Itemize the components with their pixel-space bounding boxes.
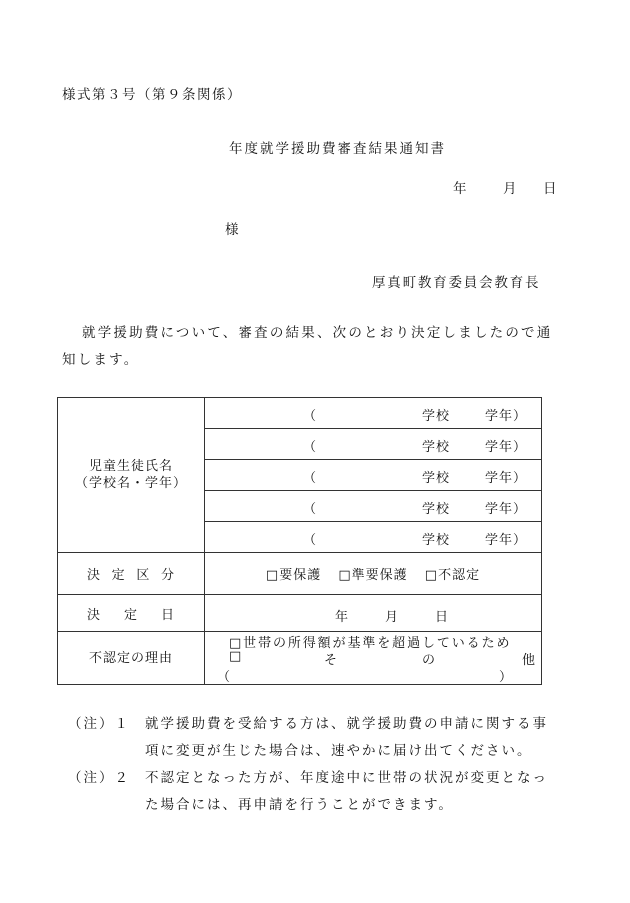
note-item xyxy=(68,712,588,739)
note-label: （注）１ xyxy=(68,716,130,732)
result-table xyxy=(57,397,542,685)
decision-label-char: 区 xyxy=(136,568,151,583)
document-title: 年度就学援助費審査結果通知書 xyxy=(229,141,446,157)
reason-label: 不認定の理由 xyxy=(88,650,173,666)
issue-date xyxy=(453,177,557,197)
student-entry xyxy=(205,429,542,460)
note-label: （注）２ xyxy=(68,770,130,786)
student-entry xyxy=(205,491,542,522)
recipient-suffix: 様 xyxy=(225,222,240,238)
student-entry xyxy=(205,522,542,553)
reason-other-char: □ xyxy=(229,649,243,664)
date-label-cell xyxy=(58,595,205,632)
date-label xyxy=(58,604,204,623)
reason-income-checkbox[interactable]: □世帯の所得額が基準を超過しているため xyxy=(229,636,512,651)
decision-label-char: 分 xyxy=(160,568,175,583)
decision-date-cell xyxy=(205,595,542,632)
grade-label: 学年） xyxy=(485,440,528,455)
school-label: 学校 xyxy=(422,502,451,517)
reason-paren-close: ） xyxy=(499,670,514,685)
date-label-char: 決 xyxy=(87,607,102,623)
school-label: 学校 xyxy=(422,409,451,424)
table-row xyxy=(58,398,542,429)
table-row xyxy=(58,553,542,595)
reason-label-cell xyxy=(58,632,205,685)
note-item-continued xyxy=(68,739,588,766)
decision-label-cell xyxy=(58,553,205,595)
note-text: 項に変更が生じた場合は、速やかに届け出てください。 xyxy=(145,743,533,759)
note-item-continued xyxy=(68,793,588,820)
date-label-char: 定 xyxy=(123,607,138,623)
issue-date-month: 月 xyxy=(503,181,517,197)
note-text: 就学援助費を受給する方は、就学援助費の申請に関する事 xyxy=(145,716,548,732)
school-label: 学校 xyxy=(422,440,451,455)
option-junyohogo-checkbox[interactable]: □準要保護 xyxy=(338,568,408,583)
note-text: 不認定となった方が、年度途中に世帯の状況が変更となっ xyxy=(145,770,548,786)
decision-label xyxy=(58,564,204,583)
form-number: 様式第３号（第９条関係） xyxy=(62,87,242,103)
reason-other-char: そ xyxy=(324,653,339,668)
notice-body-line1: 就学援助費について、審査の結果、次のとおり決定しましたので通 xyxy=(82,325,553,341)
issue-date-year: 年 xyxy=(453,181,467,197)
reason-paren-open: （ xyxy=(217,670,232,685)
grade-label: 学年） xyxy=(485,533,528,548)
paren-open: （ xyxy=(303,533,318,548)
grade-label: 学年） xyxy=(485,502,528,517)
student-label: 児童生徒氏名 xyxy=(88,459,173,474)
option-yohogo-checkbox[interactable]: □要保護 xyxy=(265,568,322,583)
table-row xyxy=(58,632,542,685)
grade-label: 学年） xyxy=(485,471,528,486)
student-entry xyxy=(205,398,542,429)
notes xyxy=(68,712,588,820)
table-row xyxy=(58,595,542,632)
note-item xyxy=(68,766,588,793)
reason-other-char: の xyxy=(422,653,437,668)
student-label-sub: （学校名・学年） xyxy=(74,476,187,491)
school-label: 学校 xyxy=(422,533,451,548)
date-label-char: 日 xyxy=(160,607,175,623)
paren-open: （ xyxy=(303,502,318,517)
reason-options xyxy=(205,632,542,685)
paren-open: （ xyxy=(303,409,318,424)
student-label-cell xyxy=(58,398,205,553)
notice-body xyxy=(62,320,572,374)
reason-other-char: 他 xyxy=(522,653,537,668)
decision-label-char: 定 xyxy=(111,568,126,583)
issuer: 厚真町教育委員会教育長 xyxy=(372,275,541,291)
issue-date-day: 日 xyxy=(543,181,557,197)
decision-date-day: 日 xyxy=(435,610,450,625)
paren-open: （ xyxy=(303,440,318,455)
student-entry xyxy=(205,460,542,491)
paren-open: （ xyxy=(303,471,318,486)
decision-label-char: 決 xyxy=(87,568,102,583)
grade-label: 学年） xyxy=(485,409,528,424)
decision-date-year: 年 xyxy=(335,610,350,625)
decision-date-month: 月 xyxy=(385,610,400,625)
option-funintei-checkbox[interactable]: □不認定 xyxy=(424,568,481,583)
note-text: た場合には、再申請を行うことができます。 xyxy=(145,797,454,813)
notice-body-line2: 知します。 xyxy=(62,352,140,368)
school-label: 学校 xyxy=(422,471,451,486)
decision-options xyxy=(205,553,542,595)
